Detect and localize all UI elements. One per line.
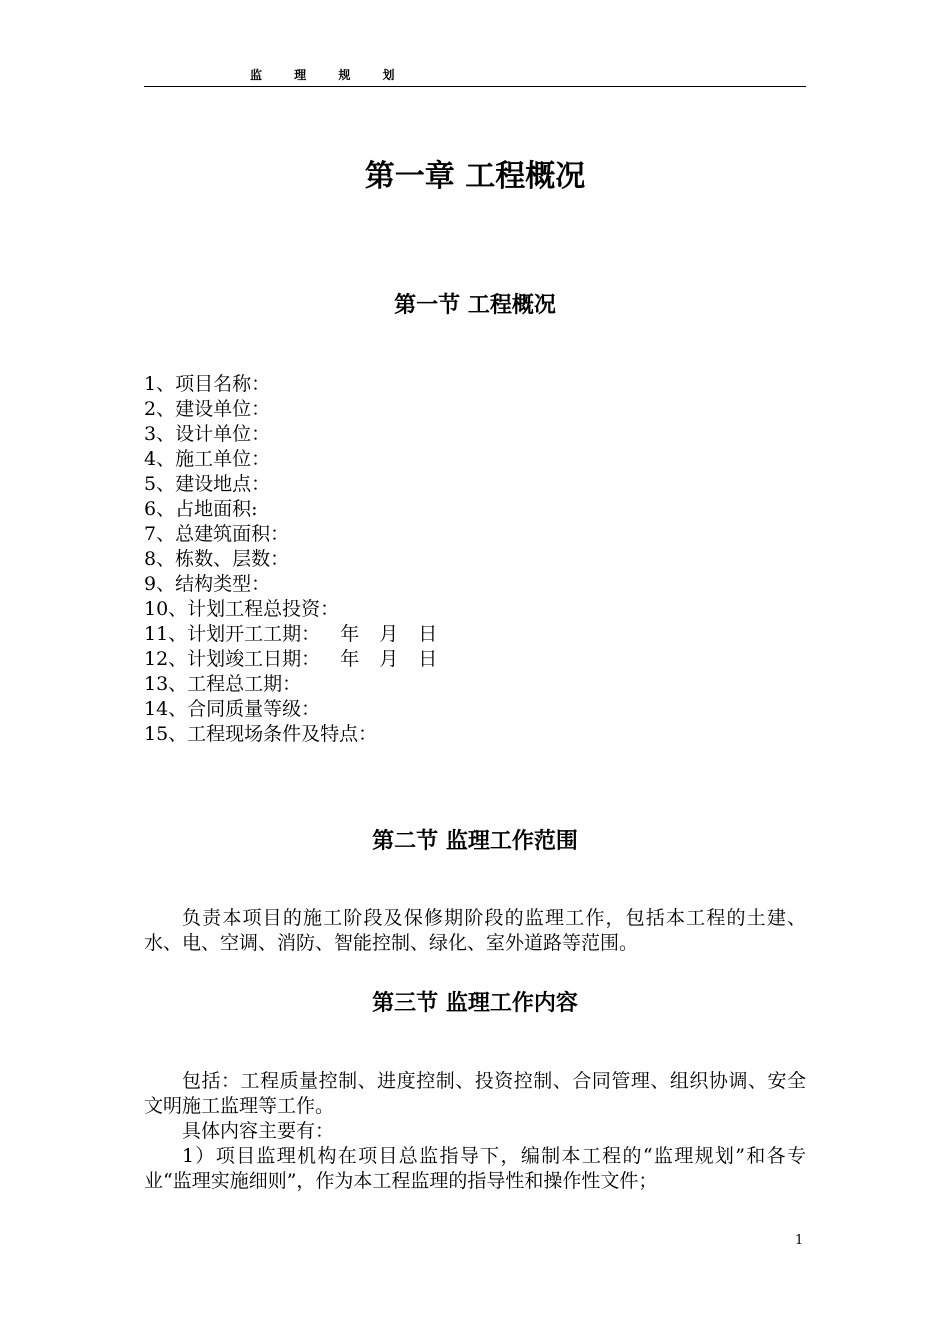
list-item: 3、设计单位：: [144, 423, 271, 445]
content-intro-paragraph: 包括：工程质量控制、进度控制、投资控制、合同管理、组织协调、安全文明施工监理等工作。: [144, 1070, 806, 1117]
section-title-content: 第三节 监理工作内容: [372, 991, 578, 1016]
day-label: 日: [418, 648, 438, 670]
list-item: 7、总建筑面积：: [144, 523, 290, 545]
page-number: 1: [795, 1233, 804, 1248]
scope-paragraph: 负责本项目的施工阶段及保修期阶段的监理工作，包括本工程的土建、水、电、空调、消防、智能控制、绿化、室外道路等范围。: [144, 907, 806, 954]
section-title-scope: 第二节 监理工作范围: [372, 829, 578, 854]
list-item: 14、合同质量等级：: [144, 698, 321, 720]
year-label: 年: [340, 648, 360, 670]
completion-date-fields: [340, 647, 457, 672]
header-divider: [144, 86, 806, 87]
list-item: 6、占地面积:: [144, 498, 258, 520]
content-detail-intro: 具体内容主要有：: [182, 1120, 335, 1142]
list-item: 4、施工单位：: [144, 448, 271, 470]
list-item: 8、栋数、层数：: [144, 548, 290, 570]
list-item: 5、建设地点：: [144, 473, 271, 495]
list-item: 11、计划开工工期： 年 月 日: [144, 622, 457, 647]
running-header: 监 理 规 划: [250, 68, 409, 82]
list-item: 9、结构类型：: [144, 573, 271, 595]
project-info-list: [144, 372, 457, 747]
list-item: 12、计划竣工日期： 年 月 日: [144, 647, 457, 672]
list-item: 10、计划工程总投资：: [144, 598, 340, 620]
list-item: 13、工程总工期：: [144, 673, 302, 695]
month-label: 月: [379, 648, 399, 670]
content-detail-item-1: 1）项目监理机构在项目总监指导下，编制本工程的“监理规划”和各专业“监理实施细则”，作为本工程监理的指导性和操作性文件；: [144, 1145, 806, 1192]
start-date-fields: [340, 622, 457, 647]
list-item: 2、建设单位：: [144, 398, 271, 420]
year-label: 年: [340, 623, 360, 645]
list-item: 15、工程现场条件及特点：: [144, 723, 378, 745]
day-label: 日: [418, 623, 438, 645]
list-item: 1、项目名称：: [144, 373, 271, 395]
month-label: 月: [379, 623, 399, 645]
chapter-title: 第一章 工程概况: [364, 159, 586, 194]
section-title-overview: 第一节 工程概况: [394, 293, 556, 318]
